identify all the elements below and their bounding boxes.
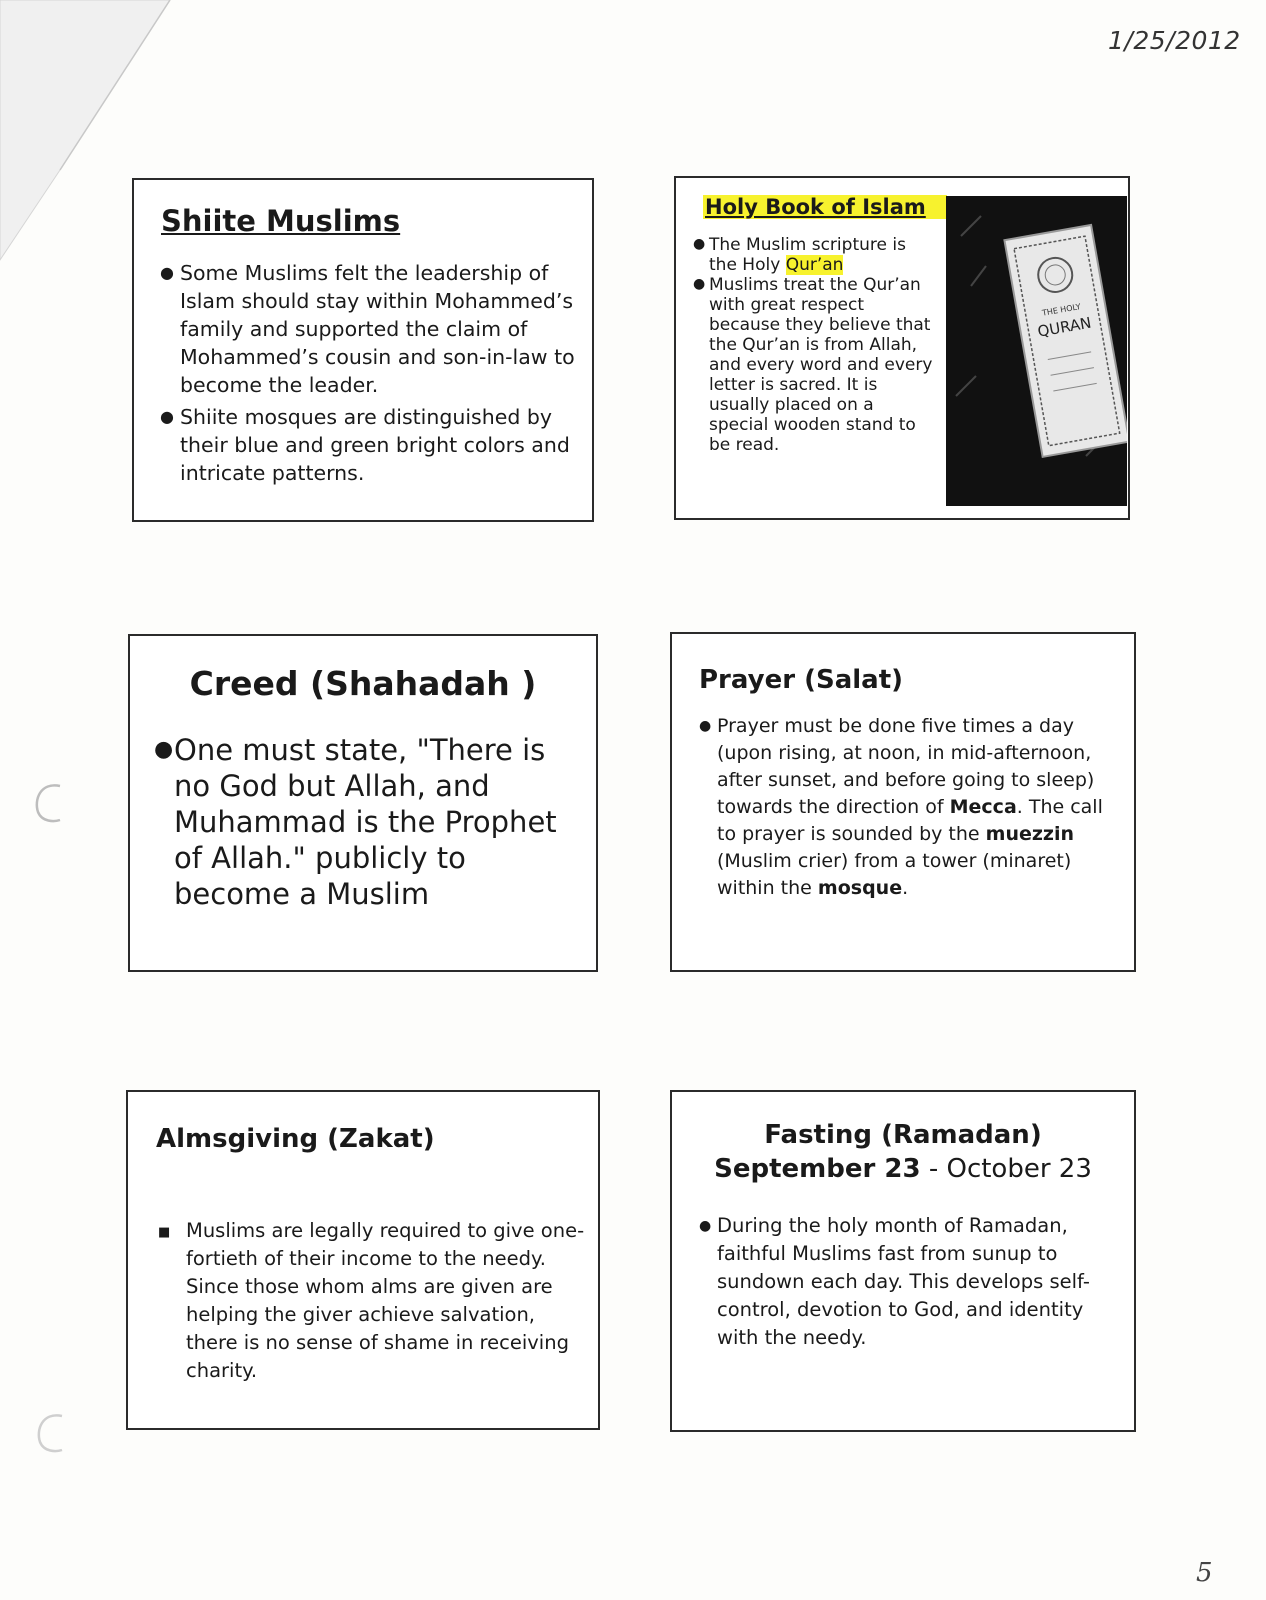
- slide-creed: [128, 634, 598, 972]
- highlighted-term: Qur’an: [785, 255, 844, 275]
- slide-shiite-muslims: [132, 178, 594, 522]
- quran-book-image: [946, 196, 1127, 506]
- bullet-square-icon: ■: [158, 1225, 171, 1240]
- bullet-text: Muslims are legally required to give one-fortieth of their income to the needy. Since those whom alms are given are helping the giver achieve salvation, there is no sense of shame in receiving charity.: [186, 1219, 585, 1382]
- list-item: [160, 403, 580, 487]
- book-cover-text: THE HOLY: [1041, 302, 1082, 318]
- bullet-list: [154, 732, 584, 912]
- bullet-text: Shiite mosques are distinguished by their blue and green bright colors and intricate patterns.: [180, 405, 570, 485]
- page-number: 5: [1196, 1558, 1213, 1588]
- bullet-dot-icon: ●: [160, 407, 174, 426]
- bullet-text: The Muslim scripture is the Holy: [709, 235, 906, 275]
- bold-term: muezzin: [985, 823, 1075, 845]
- slide-prayer: [670, 632, 1136, 972]
- bullet-text: . The call to prayer is sounded by the: [717, 796, 1103, 845]
- slide-title: Prayer (Salat): [699, 665, 904, 695]
- bullet-text: Some Muslims felt the leadership of Islam should stay within Mohammed’s family and supported the claim of Mohammed’s cousin and son-in-law to become the leader.: [180, 261, 575, 397]
- bullet-dot-icon: ●: [699, 718, 712, 734]
- binder-hole-icon: [30, 1410, 70, 1456]
- slide-holy-book: [674, 176, 1130, 520]
- list-item: [699, 713, 1119, 902]
- list-item: [693, 275, 933, 455]
- bullet-dot-icon: ●: [693, 276, 706, 292]
- slide-almsgiving: [126, 1090, 600, 1430]
- bullet-dot-icon: ●: [693, 236, 706, 252]
- bullet-text: (Muslim crier) from a tower (minaret) within the: [717, 850, 1072, 899]
- bullet-dot-icon: ●: [154, 737, 174, 762]
- binder-hole-icon: [28, 780, 68, 826]
- bullet-dot-icon: ●: [699, 1218, 712, 1234]
- list-item: [154, 732, 584, 912]
- slide-title: [672, 1118, 1134, 1186]
- date-range-start: September 23: [714, 1154, 921, 1184]
- bullet-dot-icon: ●: [160, 263, 174, 282]
- bullet-list: [158, 1217, 588, 1385]
- slide-title: Almsgiving (Zakat): [156, 1124, 435, 1154]
- list-item: [693, 235, 933, 275]
- date-range-end: - October 23: [920, 1154, 1092, 1184]
- bullet-list: [699, 713, 1119, 902]
- book-cover-text: QURAN: [1036, 313, 1093, 341]
- bold-term: mosque: [817, 877, 903, 899]
- bullet-list: [693, 235, 933, 455]
- slide-title: Creed (Shahadah ): [189, 664, 537, 703]
- bullet-list: [160, 259, 580, 491]
- bullet-text: Prayer must be done five times a day (upon rising, at noon, in mid-afternoon, after sunset, and before going to sleep) towards the direction of: [717, 715, 1095, 818]
- bullet-text: During the holy month of Ramadan, faithful Muslims fast from sunup to sundown each day. This develops self-control, devotion to God, and identity with the needy.: [717, 1214, 1090, 1349]
- list-item: [160, 259, 580, 399]
- bold-term: Mecca: [949, 796, 1017, 818]
- bullet-text: Muslims treat the Qur’an with great respect because they believe that the Qur’an is from Allah, and every word and every letter is sacred. It is usually placed on a special wooden stand to be read.: [709, 275, 933, 455]
- slide-fasting: [670, 1090, 1136, 1432]
- bullet-text: .: [902, 877, 909, 899]
- bullet-list: [699, 1212, 1119, 1352]
- list-item: [699, 1212, 1119, 1352]
- page-date: 1/25/2012: [1108, 26, 1241, 55]
- bullet-text: One must state, "There is no God but Allah, and Muhammad is the Prophet of Allah." publicly to become a Muslim: [174, 733, 557, 911]
- list-item: [158, 1217, 588, 1385]
- slide-title: Shiite Muslims: [161, 204, 401, 238]
- title-line: Fasting (Ramadan): [764, 1120, 1042, 1150]
- slide-title: Holy Book of Islam: [703, 195, 947, 219]
